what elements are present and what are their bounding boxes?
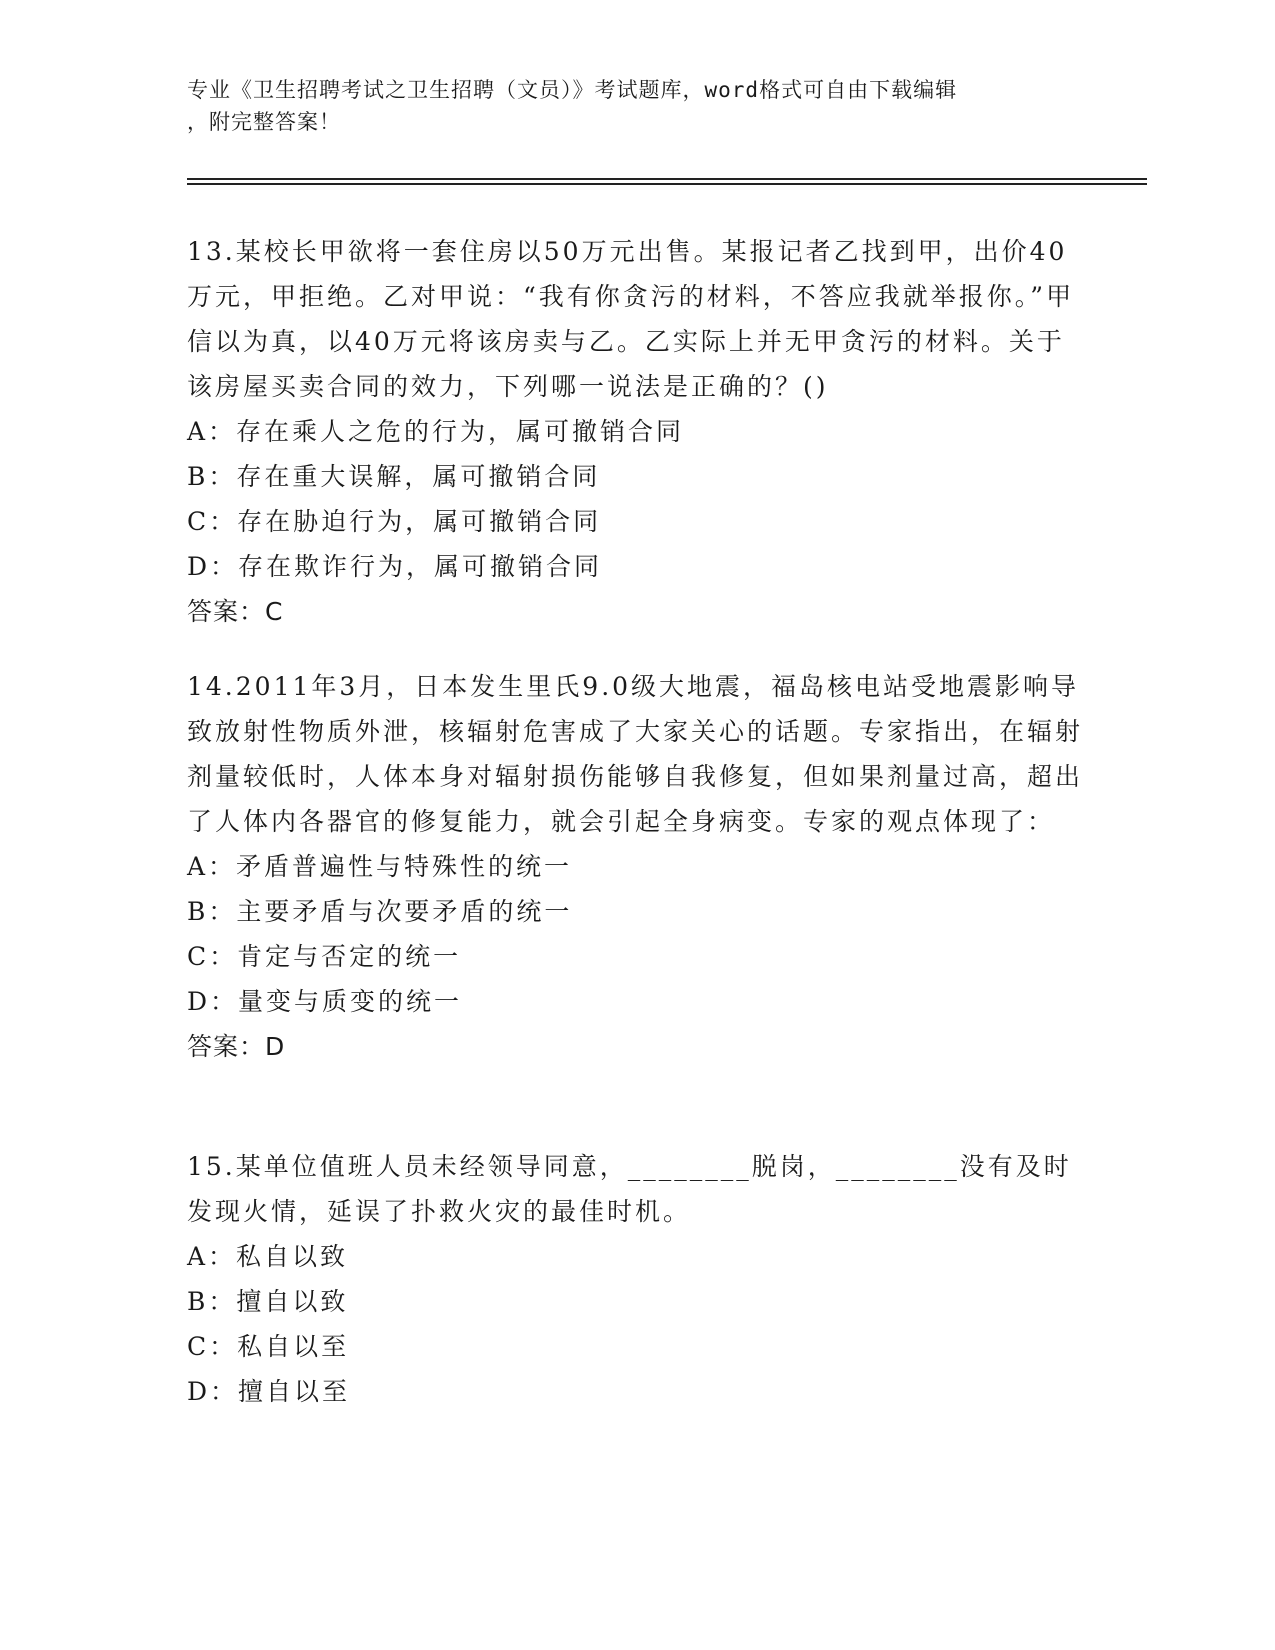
- option-b: B：主要矛盾与次要矛盾的统一: [187, 897, 573, 926]
- question-text: 13.某校长甲欲将一套住房以50万元出售。某报记者乙找到甲，出价40万元，甲拒绝。乙对甲说：“我有你贪污的材料，不答应我就举报你。”甲信以为真，以40万元将该房卖与乙。乙实际上并无甲贪污的材料。关于该房屋买卖合同的效力，下列哪一说法是正确的？(): [187, 237, 1075, 401]
- option-a: A：存在乘人之危的行为，属可撤销合同: [187, 417, 685, 446]
- option-c: C：肯定与否定的统一: [187, 942, 462, 971]
- option-a: A：私自以致: [187, 1242, 349, 1271]
- option-c: C：存在胁迫行为，属可撤销合同: [187, 507, 602, 536]
- answer: 答案：C: [187, 597, 284, 626]
- header-divider-top: [187, 178, 1147, 180]
- option-d: D：擅自以至: [187, 1377, 351, 1406]
- question-13: [187, 229, 1087, 634]
- question-text: 15.某单位值班人员未经领导同意，________脱岗，________没有及时发现火情，延误了扑救火灾的最佳时机。: [187, 1152, 1072, 1226]
- header-divider-bottom: [187, 183, 1147, 185]
- header-line-1: 专业《卫生招聘考试之卫生招聘（文员）》考试题库，word格式可自由下载编辑: [187, 78, 958, 102]
- option-c: C：私自以至: [187, 1332, 350, 1361]
- document-header: [187, 74, 1067, 138]
- option-b: B：存在重大误解，属可撤销合同: [187, 462, 601, 491]
- option-b: B：擅自以致: [187, 1287, 349, 1316]
- header-line-2: ，附完整答案！: [187, 110, 341, 134]
- answer: 答案：D: [187, 1032, 286, 1061]
- option-a: A：矛盾普遍性与特殊性的统一: [187, 852, 573, 881]
- question-15: [187, 1144, 1087, 1414]
- option-d: D：存在欺诈行为，属可撤销合同: [187, 552, 603, 581]
- question-text: 14.2011年3月，日本发生里氏9.0级大地震，福岛核电站受地震影响导致放射性物质外泄，核辐射危害成了大家关心的话题。专家指出，在辐射剂量较低时，人体本身对辐射损伤能够自我修复，但如果剂量过高，超出了人体内各器官的修复能力，就会引起全身病变。专家的观点体现了：: [187, 672, 1084, 836]
- question-14: [187, 664, 1087, 1069]
- option-d: D：量变与质变的统一: [187, 987, 463, 1016]
